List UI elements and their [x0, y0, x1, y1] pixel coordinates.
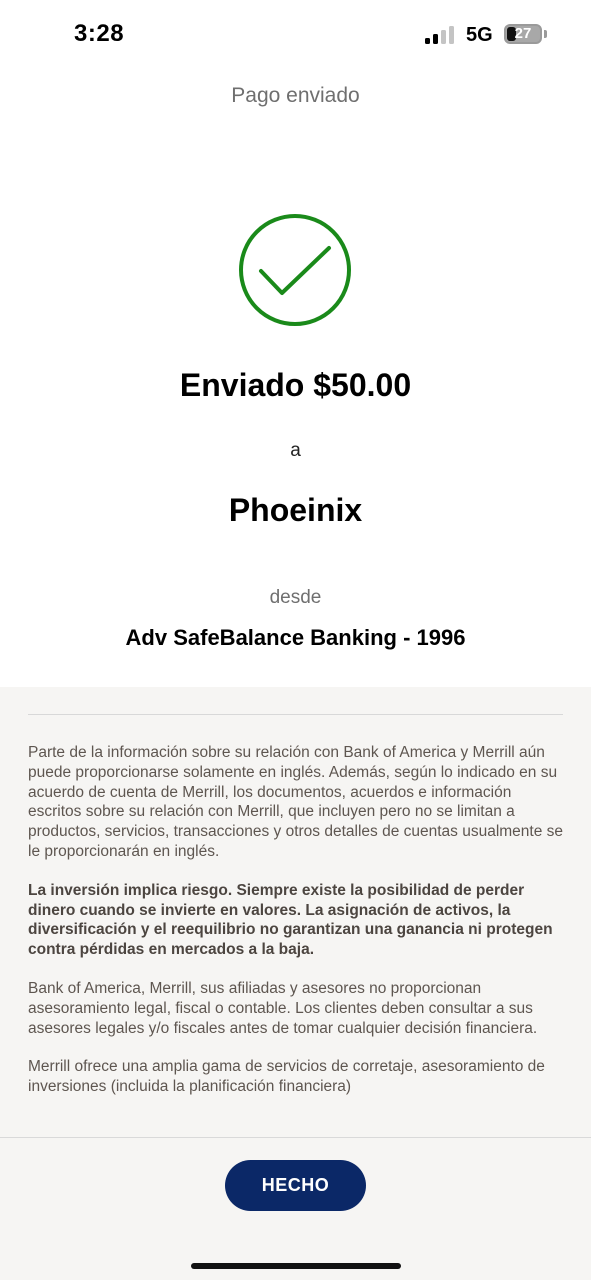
footer: [0, 1137, 591, 1280]
home-indicator[interactable]: [191, 1263, 401, 1269]
divider: [28, 714, 563, 715]
battery-level: 27: [514, 25, 532, 42]
battery-nub: [544, 30, 547, 38]
page-title: Pago enviado: [231, 84, 360, 107]
disclosure-paragraph: Parte de la información sobre su relación con Bank of America y Merrill aún puede proporcionarse solamente en inglés. Además, según lo indicado en su acuerdo de cuenta de Merrill, los documentos, acuerdos e información escritos sobre su relación con Merrill, que incluyen pero no se limitan a productos, servicios, transacciones y otros detalles de cuentas usualmente se le proporcionarán en inglés.: [28, 744, 564, 860]
disclosure-paragraph: Bank of America, Merrill, sus afiliadas y asesores no proporcionan asesoramiento legal, fiscal o contable. Los clientes deben consultar a sus asesores legales y/o fiscales antes de tomar cualquier decisión financiera.: [28, 979, 538, 1037]
disclosure-section[interactable]: [0, 687, 591, 1137]
to-label: a: [290, 440, 301, 461]
disclosure-paragraph-risk: La inversión implica riesgo. Siempre existe la posibilidad de perder dinero cuando se invierte en valores. La asignación de activos, la diversificación y el reequilibrio no garantizan una ganancia ni protegen contra pérdidas en mercados a la baja.: [28, 881, 553, 959]
network-type: 5G: [466, 24, 493, 46]
status-bar: [0, 0, 591, 70]
status-time: 3:28: [74, 20, 125, 47]
checkmark-circle-icon: [238, 213, 352, 327]
sent-amount: Enviado $50.00: [179, 367, 412, 403]
disclosure-text: [28, 743, 568, 1116]
from-label: desde: [269, 587, 322, 608]
signal-bars-icon: [425, 24, 457, 44]
recipient-name: Phoeinix: [228, 492, 363, 528]
source-account: Adv SafeBalance Banking - 1996: [125, 625, 466, 650]
disclosure-paragraph: Merrill ofrece una amplia gama de servicios de corretaje, asesoramiento de inversiones (incluida la planificación financiera): [28, 1058, 545, 1096]
battery-icon: [504, 24, 542, 44]
done-button[interactable]: HECHO: [225, 1160, 366, 1211]
